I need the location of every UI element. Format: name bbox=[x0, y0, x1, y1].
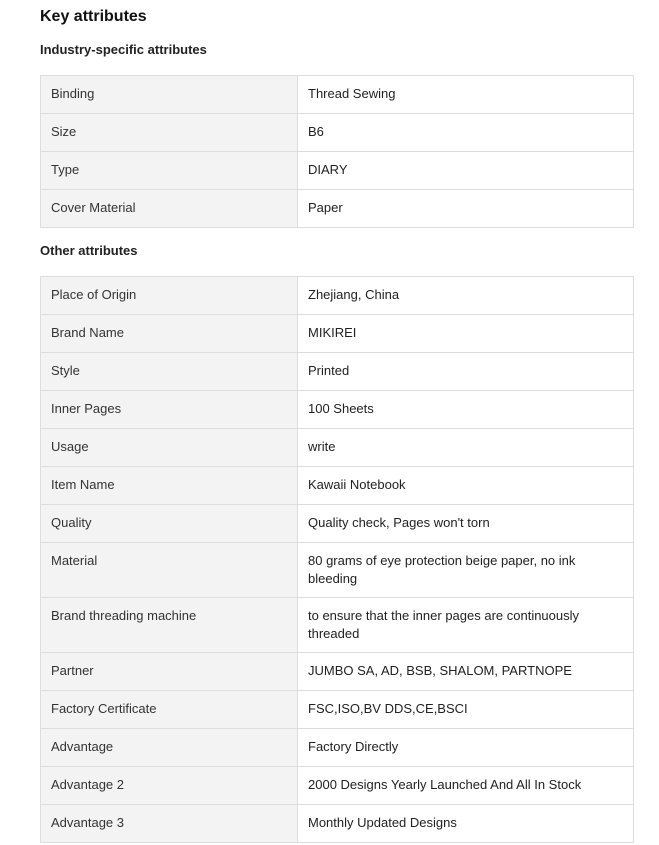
attribute-value: 80 grams of eye protection beige paper, no ink bleeding bbox=[298, 543, 634, 598]
table-row bbox=[41, 190, 634, 228]
table-row bbox=[41, 391, 634, 429]
attribute-label: Advantage bbox=[41, 729, 298, 767]
table-row bbox=[41, 429, 634, 467]
attribute-value: MIKIREI bbox=[298, 315, 634, 353]
other-attributes-table bbox=[40, 276, 634, 843]
table-row bbox=[41, 353, 634, 391]
attribute-value: write bbox=[298, 429, 634, 467]
attribute-value: Quality check, Pages won't torn bbox=[298, 505, 634, 543]
other-section-title: Other attributes bbox=[40, 243, 138, 258]
attribute-label: Advantage 3 bbox=[41, 805, 298, 843]
attribute-label: Type bbox=[41, 152, 298, 190]
attribute-label: Inner Pages bbox=[41, 391, 298, 429]
table-row bbox=[41, 505, 634, 543]
attribute-value: JUMBO SA, AD, BSB, SHALOM, PARTNOPE bbox=[298, 653, 634, 691]
attribute-value: DIARY bbox=[298, 152, 634, 190]
attribute-value: 2000 Designs Yearly Launched And All In Stock bbox=[298, 767, 634, 805]
table-row bbox=[41, 152, 634, 190]
attribute-label: Item Name bbox=[41, 467, 298, 505]
attribute-value: B6 bbox=[298, 114, 634, 152]
table-row bbox=[41, 277, 634, 315]
attribute-label: Brand Name bbox=[41, 315, 298, 353]
attribute-value: Monthly Updated Designs bbox=[298, 805, 634, 843]
attribute-label: Partner bbox=[41, 653, 298, 691]
attribute-value: Factory Directly bbox=[298, 729, 634, 767]
attribute-value: Printed bbox=[298, 353, 634, 391]
attribute-value: Zhejiang, China bbox=[298, 277, 634, 315]
attribute-value: Paper bbox=[298, 190, 634, 228]
attribute-value: Thread Sewing bbox=[298, 76, 634, 114]
attribute-value: 100 Sheets bbox=[298, 391, 634, 429]
table-row bbox=[41, 76, 634, 114]
table-row bbox=[41, 729, 634, 767]
table-row bbox=[41, 467, 634, 505]
table-row bbox=[41, 315, 634, 353]
table-row bbox=[41, 691, 634, 729]
attribute-label: Usage bbox=[41, 429, 298, 467]
attribute-label: Factory Certificate bbox=[41, 691, 298, 729]
attribute-label: Quality bbox=[41, 505, 298, 543]
attribute-label: Place of Origin bbox=[41, 277, 298, 315]
table-row bbox=[41, 114, 634, 152]
attribute-value: FSC,ISO,BV DDS,CE,BSCI bbox=[298, 691, 634, 729]
industry-attributes-table bbox=[40, 75, 634, 228]
attribute-label: Cover Material bbox=[41, 190, 298, 228]
attribute-label: Brand threading machine bbox=[41, 598, 298, 653]
attribute-label: Style bbox=[41, 353, 298, 391]
attribute-value: to ensure that the inner pages are continuously threaded bbox=[298, 598, 634, 653]
table-row bbox=[41, 805, 634, 843]
table-row bbox=[41, 767, 634, 805]
table-row bbox=[41, 543, 634, 598]
table-row bbox=[41, 653, 634, 691]
attribute-value: Kawaii Notebook bbox=[298, 467, 634, 505]
page-title: Key attributes bbox=[40, 8, 147, 25]
attribute-label: Material bbox=[41, 543, 298, 598]
table-row bbox=[41, 598, 634, 653]
industry-section-title: Industry-specific attributes bbox=[40, 42, 207, 57]
attribute-label: Size bbox=[41, 114, 298, 152]
attribute-label: Binding bbox=[41, 76, 298, 114]
attribute-label: Advantage 2 bbox=[41, 767, 298, 805]
